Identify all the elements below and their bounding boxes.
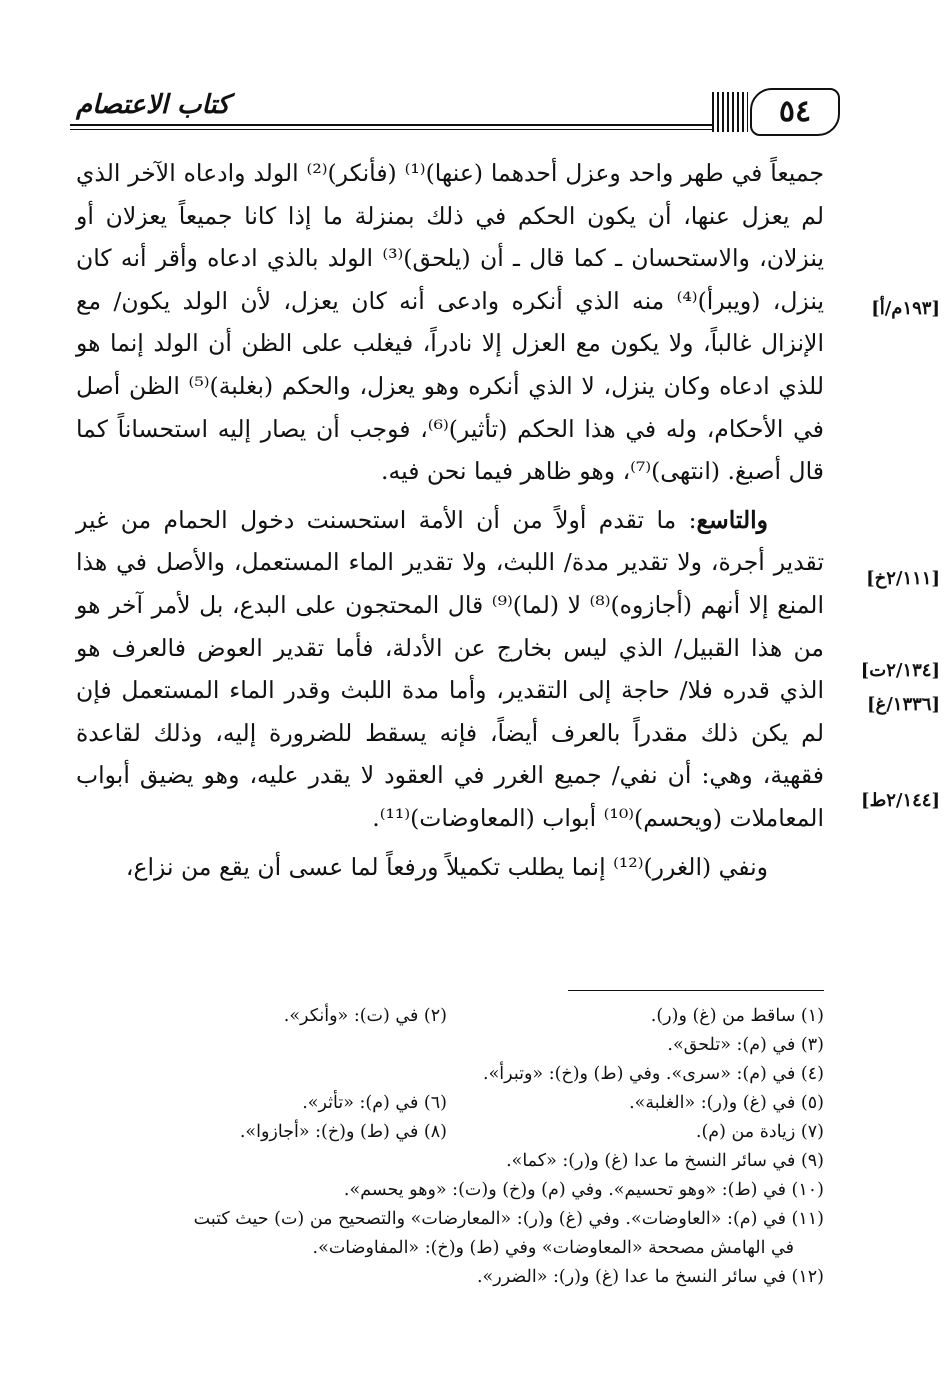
paragraph: جميعاً في طهر واحد وعزل أحدهما (عنها)⁽¹⁾ (فأنكر)⁽²⁾ الولد وادعاه الآخر الذي لم يعزل عنها، أن يكون الحكم في ذلك بمنزلة ما إذا كانا جميعاً يعزلان أو ينزلان، والاستحسان ـ كما قال ـ أن (يلحق)⁽³⁾ الولد بالذي ادعاه وأقر أنه كان ينزل، (ويبرأ)⁽⁴⁾ منه الذي أنكره وادعى أنه كان يعزل، لأن الولد يكون/ مع الإنزال غالباً، ولا يكون مع العزل إلا نادراً، فيغلب على الظن أن الولد إنما هو للذي ادعاه وكان ينزل، لا الذي أنكره وهو يعزل، والحكم (بغلبة)⁽⁵⁾ الظن أصل في الأحكام، وله في هذا الحكم (تأثير)⁽⁶⁾، فوجب أن يصار إليه استحساناً كما قال أصبغ. (انتهى)⁽⁷⁾، وهو ظاهر فيما نحن فيه. bbox=[76, 159, 824, 486]
footnote-row bbox=[70, 1118, 824, 1147]
footnote: (٢) في (ت): «وأنكر». bbox=[283, 1006, 447, 1026]
header-ornament bbox=[712, 92, 748, 132]
page-number-frame bbox=[750, 88, 840, 136]
header-rule-thin bbox=[70, 129, 712, 130]
footnote: (١) ساقط من (غ) و(ر). bbox=[650, 1006, 824, 1026]
margin-note: [١٩٣م/أ] bbox=[871, 298, 940, 319]
footnote: (٧) زيادة من (م). bbox=[695, 1122, 824, 1142]
footnote-row bbox=[70, 1089, 824, 1118]
paragraph-text: : ما تقدم أولاً من أن الأمة استحسنت دخول الحمام من غير تقدير أجرة، ولا تقدير مدة/ اللبث، ولا تقدير الماء المستعمل، والأصل في هذا المنع إلا أنهم (أجازوه)⁽⁸⁾ لا (لما)⁽⁹⁾ قال المحتجون على البدع، بل لأمر آخر هو من هذا القبيل/ الذي ليس بخارج عن الأدلة، فأما تقدير العوض فالعرف هو الذي قدره فلا/ حاجة إلى التقدير، وأما مدة اللبث وقدر الماء المستعمل فإن لم يكن ذلك مقدراً بالعرف أيضاً، فإنه يسقط للضرورة إليه، وذلك لقاعدة فقهية، وهي: أن نفي/ جميع الغرر في العقود لا يقدر عليه، وهو يضيق أبواب المعاملات (ويحسم)⁽¹⁰⁾ أبواب (المعاوضات)⁽¹¹⁾. bbox=[76, 505, 824, 832]
footnote-continuation: في الهامش مصححة «المعاوضات» وفي (ط) و(خ): «المفاوضات». bbox=[312, 1238, 794, 1258]
footnote: (١١) في (م): «العاوضات». وفي (غ) و(ر): «المعارضات» والتصحيح من (ت) حيث كتبت bbox=[193, 1209, 824, 1229]
page-number: ٥٤ bbox=[778, 94, 812, 129]
header-rule bbox=[70, 124, 712, 126]
page-header bbox=[70, 84, 838, 136]
footnote: (١٠) في (ط): «وهو تحسيم». وفي (م) و(خ) و(ت): «وهو يحسم». bbox=[343, 1180, 824, 1200]
margin-note: [١٣٣٦/غ] bbox=[866, 694, 940, 715]
footnote-separator bbox=[568, 990, 824, 991]
footnote: (٨) في (ط) و(خ): «أجازوا». bbox=[239, 1122, 447, 1142]
footnote: (٦) في (م): «تأثر». bbox=[302, 1093, 447, 1113]
footnote: (١٢) في سائر النسخ ما عدا (غ) و(ر): «الضرر». bbox=[476, 1267, 824, 1287]
footnote: (٤) في (م): «سرى». وفي (ط) و(خ): «وتبرأ». bbox=[483, 1064, 824, 1084]
margin-note: [٢/١١١خ] bbox=[866, 568, 940, 589]
margin-note: [٢/١٤٤ط] bbox=[861, 790, 940, 811]
paragraph-lead: والتاسع bbox=[696, 505, 768, 534]
footnote: (٣) في (م): «تلحق». bbox=[667, 1035, 824, 1055]
footnote-row bbox=[70, 1002, 824, 1031]
footnote: (٥) في (غ) و(ر): «الغلبة». bbox=[629, 1093, 824, 1113]
running-title: كتاب الاعتصام bbox=[76, 90, 230, 120]
footnotes bbox=[70, 1002, 824, 1292]
paragraph-ninth bbox=[76, 499, 824, 840]
paragraph: ونفي (الغرر)⁽¹²⁾ إنما يطلب تكميلاً ورفعاً لما عسى أن يقع من نزاع، bbox=[125, 852, 768, 881]
margin-note: [٢/١٣٤ت] bbox=[860, 660, 940, 681]
main-text bbox=[76, 152, 824, 888]
footnote: (٩) في سائر النسخ ما عدا (غ) و(ر): «كما». bbox=[506, 1151, 824, 1171]
